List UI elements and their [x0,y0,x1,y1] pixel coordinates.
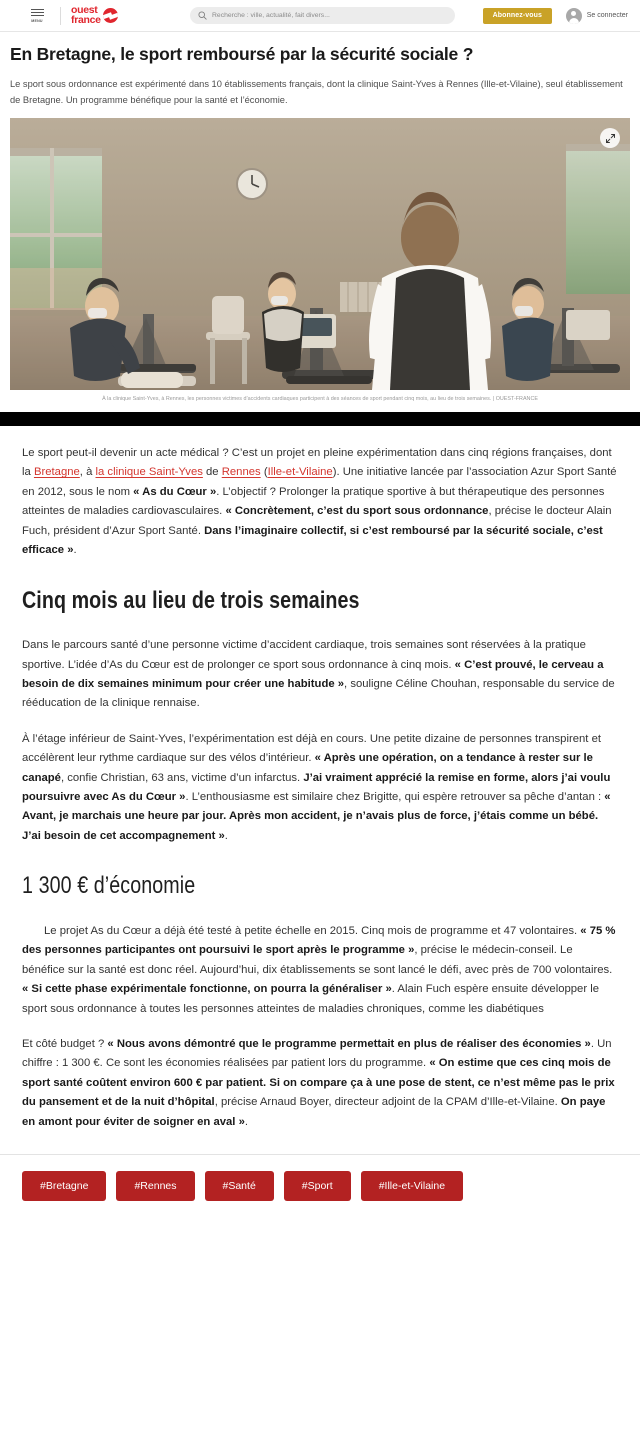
p3-text-3: . L’enthousiasme est similaire chez Brigitte, qui espère retrouver sa pêche d’antan : [185,791,605,804]
article-standfirst: Le sport sous ordonnance est expérimenté dans 10 établissements français, dont la clinique Saint-Yves à Rennes (Ille-et-Vilaine), seul établissement de Bretagne. Un programme bénéfique pour la santé et l’économie. [10,78,623,106]
article-photo [10,118,630,390]
image-caption: À la clinique Saint-Yves, à Rennes, les personnes victimes d’accidents cardiaques participent à des séances de sport pendant cinq mois, au lieu de trois semaines. | OUEST-FRANCE [102,396,538,403]
page-title: En Bretagne, le sport remboursé par la sécurité sociale ? [10,44,474,64]
p1-bold-3: Dans l’imaginaire collectif, si c’est remboursé par la sécurité sociale, c’est efficace » [22,524,603,557]
logo-ouest-france[interactable] [71,6,118,25]
logo-circle-icon [103,8,118,23]
p1-text-3: de [202,466,222,479]
search-icon [198,11,207,20]
paragraph-5 [22,1035,618,1132]
p1-bold-2: « Concrètement, c’est du sport sous ordonnance [225,505,489,518]
p3-text-2: , confie Christian, 63 ans, victime d’un infarctus. [60,771,304,784]
paragraph-1 [22,444,618,561]
logo-line-2: france [71,13,101,26]
subheading-1: Cinq mois au lieu de trois semaines [22,586,360,614]
search-input[interactable] [212,12,447,19]
p4-text-1: Le projet As du Cœur a déjà été testé à petite échelle en 2015. Cinq mois de programme et 47 volontaires. [44,924,581,937]
paragraph-2 [22,636,618,714]
p4-text-3: . Alain Fuch espère ensuite développer le sport sous ordonnance à toutes les personnes atteintes de maladies chroniques, comme les diabétiques [22,983,600,1015]
p5-text-4: . [244,1115,249,1128]
article [0,44,640,412]
hamburger-icon [31,9,44,18]
tag-sante[interactable]: #Santé [205,1171,274,1201]
paragraph-4 [22,922,618,1019]
p5-text-2: . Un chiffre : 1 300 €. Ce sont les économies réalisées par patient lors du programme. [22,1038,612,1070]
login-label: Se connecter [586,12,628,19]
article-figure [10,118,630,412]
menu-button[interactable] [24,9,50,23]
p4-bold-2: « Si cette phase expérimentale fonctionne, on pourra la généraliser » [22,983,392,996]
login-button[interactable] [566,8,628,24]
p2-bold-1: « C’est prouvé, le cerveau a besoin de dix semaines minimum pour créer une habitude » [22,658,604,690]
subheading-2: 1 300 € d’économie [22,872,196,900]
p1-text-8: . [73,544,77,557]
tag-sport[interactable]: #Sport [284,1171,351,1201]
link-ille-et-vilaine[interactable]: Ille-et-Vilaine [267,466,333,479]
p2-text-1: Dans le parcours santé d’une personne victime d’accident cardiaque, trois semaines sont réservées à la pratique sportive. L’idée d’As du Cœur est de prolonger ce sport sous ordonnance à cinq mois. [22,639,586,671]
p5-bold-1: « Nous avons démontré que le programme permettait en plus de réaliser des économies » [107,1038,591,1051]
link-bretagne[interactable]: Bretagne [33,466,80,479]
p3-bold-3: « Avant, je marchais une heure par jour. Après mon accident, je n’avais plus de force, j’étais comme un bébé. J’ai besoin de cet accompagnement » [22,791,611,842]
p5-text-3: , précise Arnaud Boyer, directeur adjoint de la CPAM d’Ille-et-Vilaine. [214,1096,561,1109]
search-bar[interactable] [190,7,455,24]
tag-bretagne[interactable]: #Bretagne [22,1171,106,1201]
p1-text-2: , à [79,466,96,479]
p3-text-1: À l’étage inférieur de Saint-Yves, l’expérimentation est déjà en cours. Une petite dizaine de personnes transpirent et accélèrent leur rythme cardiaque sur des vélos d’intérieur. [22,732,601,765]
p5-bold-2: « On estime que ces cinq mois de sport santé coûtent environ 600 € par patient. Si on compare ça à une pose de stent, ce n’est même pas le prix du pansement et de la nuit d’hôpital [22,1057,615,1109]
expand-arrows-icon [605,133,616,144]
p4-text-2: , précise le médecin-conseil. Le bénéfice sur la santé est donc réel. Aujourd’hui, dix établissements se sont lancé le défi, avec près de 700 volontaires. [22,944,613,976]
p1-text-1: Le sport peut-il devenir un acte médical ? C’est un projet en pleine expérimentation dans cinq régions françaises, dont la [22,446,612,479]
subscribe-button[interactable]: Abonnez-vous [483,8,552,24]
p1-text-6: . L’objectif ? Prolonger la pratique sportive à but thérapeutique des personnes atteintes de maladies cardiovasculaires. [22,485,605,518]
p3-bold-1: « Après une opération, on a tendance à rester sur le canapé [22,752,593,784]
link-rennes[interactable]: Rennes [221,466,261,479]
p5-bold-3: On paye en amont pour éviter de soigner en aval » [22,1096,606,1128]
p3-text-4: . [224,829,228,842]
link-clinique-saint-yves[interactable]: la clinique Saint-Yves [95,466,203,479]
p1-text-5: ). Une initiative lancée par l’association Azur Sport Santé en 2012, sous le nom [22,466,617,498]
logo-line-1: ouest [71,4,98,16]
tag-ille-et-vilaine[interactable]: #Ille-et-Vilaine [361,1171,463,1201]
p1-text-4: ( [260,466,268,479]
site-header [0,0,640,32]
p1-bold-1: « As du Cœur » [133,485,217,498]
p4-bold-1: « 75 % des personnes participantes ont poursuivi le sport après le programme » [22,924,616,957]
user-avatar-icon [566,8,582,24]
menu-button-label: MENU [31,18,43,23]
p2-text-2: , souligne Céline Chouhan, responsable du service de rééducation de la clinique rennaise. [22,677,615,710]
logo-text [71,6,101,25]
p5-text-1: Et côté budget ? [22,1038,108,1051]
tag-list [0,1155,640,1221]
p3-bold-2: J’ai vraiment apprécié la remise en forme, alors j’ai voulu poursuivre avec As du Cœur » [22,771,611,804]
p1-text-7: , précise le docteur Alain Fuch, président d’Azur Sport Santé. [22,505,612,537]
tag-rennes[interactable]: #Rennes [116,1171,194,1201]
paragraph-3 [22,730,618,847]
header-divider [60,7,61,25]
article-body [0,444,640,1132]
section-separator-band [0,412,640,426]
